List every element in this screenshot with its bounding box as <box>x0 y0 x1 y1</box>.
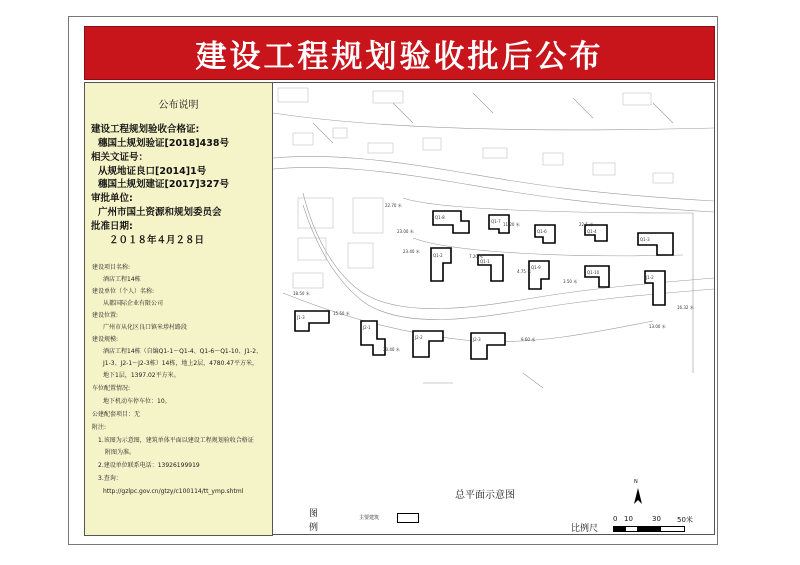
note-1a: 1.该图为示意图，建筑单体平面以建设工程规划验收合格证 <box>98 437 254 444</box>
cert-number: 穗国土规划验证[2018]438号 <box>98 138 229 149</box>
approver-label: 审批单位: <box>91 193 133 204</box>
bldg-label-q1-1: Q1-1 <box>480 259 490 264</box>
legend-panel <box>272 480 715 535</box>
date-label: 批准日期: <box>91 221 133 232</box>
dim-label-5: 3.50 米 <box>563 279 578 284</box>
bldg-label-q1-10: Q1-10 <box>587 270 600 275</box>
bldg-label-q1-7: Q1-7 <box>491 219 501 224</box>
notice-heading: 公布说明 <box>158 100 199 111</box>
related-label: 相关文证号： <box>91 152 149 163</box>
scale-tick-10: 10 <box>624 515 633 523</box>
site-plan-map <box>272 82 715 481</box>
bldg-label-q1-3: Q1-3 <box>640 237 650 242</box>
unit-name: 从都国际企业有限公司 <box>103 300 164 307</box>
building-q1-6 <box>535 225 555 243</box>
dim-label-9: 15.50 米 <box>333 311 350 316</box>
scale-bar-label: 比例尺 <box>571 524 599 534</box>
scale-line-2: J1-3、J2-1～J2-3栋）14栋，地上2层，4780.47平方米， <box>103 360 258 367</box>
bldg-label-q1-8: Q1-8 <box>435 215 445 220</box>
unit-label: 建设单位（个人）名称: <box>92 288 155 295</box>
related-doc-1: 从规地证良口[2014]1号 <box>98 166 207 177</box>
note-3: 3.查询： <box>98 475 122 482</box>
bldg-label-j2-1: J2-1 <box>363 325 371 330</box>
scale-label: 建设规模: <box>92 336 119 343</box>
bldg-label-q1-2: Q1-2 <box>433 253 443 258</box>
dim-label-3: 23.00 米 <box>397 229 414 234</box>
dim-label-12: 22.5 米 <box>579 222 594 227</box>
scale-line-1: 酒店工程14栋（自编Q1-1～Q1-4、Q1-6～Q1-10、J1-2、 <box>103 348 263 355</box>
dim-label-13: 7.20 米 <box>469 254 484 259</box>
parking-label: 车位配置情况: <box>92 385 131 392</box>
location: 广州市从化区良口镇米埗村路段 <box>103 324 188 331</box>
dim-label-11: 11.20 米 <box>503 222 520 227</box>
notice-panel <box>84 82 273 536</box>
dim-label-14: 9.60 米 <box>521 337 536 342</box>
project-name: 酒店工程14栋 <box>103 276 141 283</box>
site-plan-drawing <box>273 83 714 480</box>
cert-label: 建设工程规划验收合格证: <box>91 124 200 135</box>
legend-main-building-label: 主要建筑 <box>359 515 380 521</box>
location-label: 建设位置: <box>92 312 119 319</box>
north-arrow-icon <box>632 486 644 506</box>
public-label: 公建配套项目：无 <box>92 411 141 418</box>
main-buildings <box>295 211 673 359</box>
bldg-label-q1-4: Q1-4 <box>587 229 597 234</box>
dim-label-8: 18.50 米 <box>293 291 310 296</box>
bldg-label-q1-6: Q1-6 <box>537 229 547 234</box>
page-title: 建设工程规划验收批后公布 <box>84 26 715 80</box>
related-doc-2: 穗国土规划建证[2017]327号 <box>98 179 229 190</box>
scale-tick-30: 30 <box>652 515 661 523</box>
scale-tick-50: 50米 <box>677 516 693 524</box>
note-1b: 附图为准。 <box>105 449 136 456</box>
bldg-label-j2-3: J2-3 <box>473 337 481 342</box>
dim-label-6: 13.00 米 <box>649 324 666 329</box>
legend-label-2: 例 <box>309 523 319 533</box>
dim-label-7: 16.32 米 <box>677 305 694 310</box>
legend-label-1: 图 <box>309 509 319 519</box>
bldg-label-j1-3: J1-3 <box>297 315 305 320</box>
approval-date: ２０１８年４月２８日 <box>109 235 205 246</box>
bldg-label-q1-9: Q1-9 <box>531 265 541 270</box>
dim-label-4: 4.75 米 <box>517 269 532 274</box>
scale-bar <box>613 526 685 532</box>
note-2: 2.建设单位联系电话：13926199919 <box>98 462 200 469</box>
approver: 广州市国土资源和规划委员会 <box>98 207 222 218</box>
scale-line-3: 地下1层，1397.02平方米。 <box>103 372 180 379</box>
parking: 地下机动车停车位：10。 <box>103 398 171 405</box>
dim-label-10: 20.40 米 <box>383 347 400 352</box>
scale-tick-0: 0 <box>613 515 618 523</box>
legend-building-swatch <box>397 513 419 523</box>
notes-label: 附注: <box>92 424 107 431</box>
dim-label-1: 22.70 米 <box>385 203 402 208</box>
bldg-label-j1-2: J1-2 <box>646 275 654 280</box>
dim-label-2: 23.40 米 <box>403 249 420 254</box>
bldg-label-j2-2: J2-2 <box>415 335 423 340</box>
project-label: 建设项目名称: <box>92 264 131 271</box>
building-j1-3 <box>295 311 329 331</box>
map-title: 总平面示意图 <box>455 490 515 501</box>
north-label: N <box>634 479 638 485</box>
query-url: http://gzlpc.gov.cn/gtzy/c100114/tt_ymp.shtml <box>103 488 244 495</box>
